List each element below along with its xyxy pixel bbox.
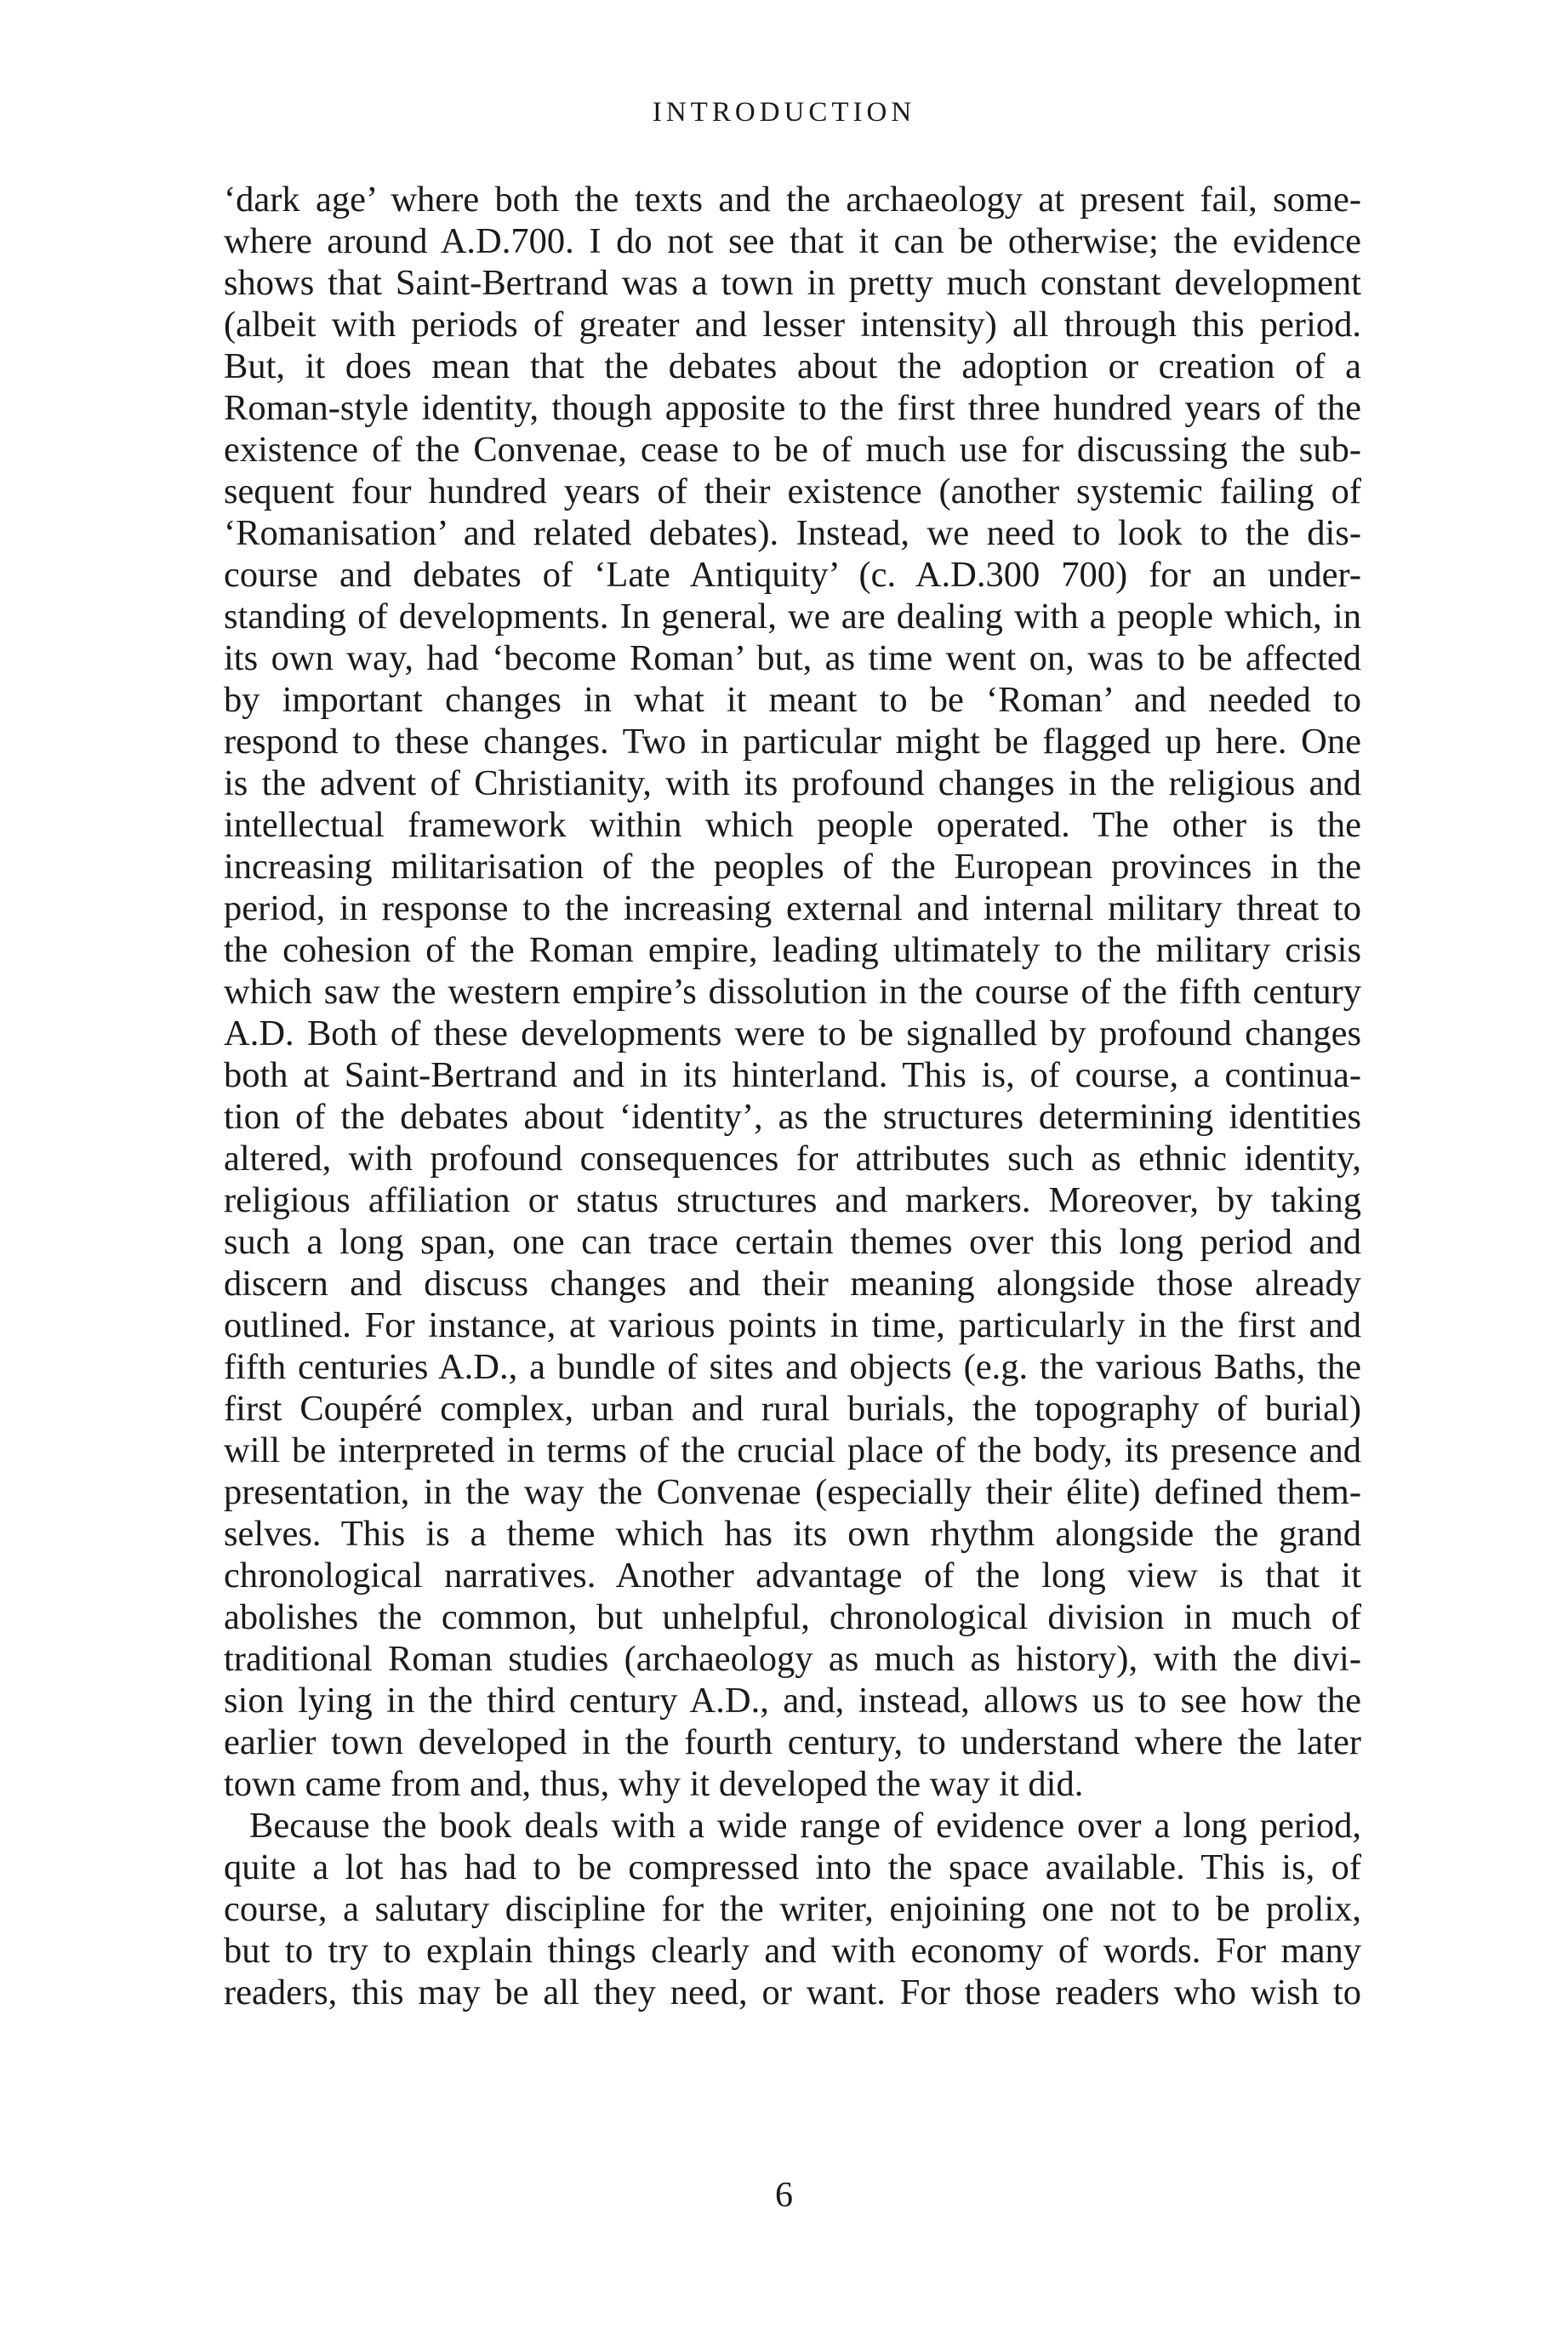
text-line: shows that Saint-Bertrand was a town in pretty much constant development: [224, 263, 1361, 303]
text-line: such a long span, one can trace certain themes over this long period and: [224, 1222, 1361, 1262]
text-line: increasing militarisation of the peoples of the European provinces in the: [224, 847, 1361, 887]
text-line: Roman-style identity, though apposite to the first three hundred years of the: [224, 388, 1361, 428]
text-line: course and debates of ‘Late Antiquity’ (c. A.D.300 700) for an under-: [224, 555, 1361, 595]
text-line: where around A.D.700. I do not see that it can be otherwise; the evidence: [224, 221, 1361, 261]
text-line: by important changes in what it meant to be ‘Roman’ and needed to: [224, 680, 1361, 720]
text-line: traditional Roman studies (archaeology as much as history), with the divi-: [224, 1639, 1361, 1679]
text-line: religious affiliation or status structures and markers. Moreover, by taking: [224, 1180, 1361, 1220]
page-number: 6: [775, 2176, 793, 2215]
text-line: ‘dark age’ where both the texts and the archaeology at present fail, some-: [224, 180, 1361, 220]
text-line: is the advent of Christianity, with its profound changes in the religious and: [224, 763, 1361, 803]
paragraph-2: [224, 1805, 1361, 2013]
text-line: sion lying in the third century A.D., and, instead, allows us to see how the: [224, 1681, 1361, 1721]
text-line: altered, with profound consequences for attributes such as ethnic identity,: [224, 1139, 1361, 1179]
text-line: which saw the western empire’s dissolution in the course of the fifth century: [224, 972, 1361, 1012]
text-line: sequent four hundred years of their existence (another systemic failing of: [224, 471, 1361, 511]
text-line: but to try to explain things clearly and with economy of words. For many: [224, 1931, 1361, 1971]
body-text: [224, 179, 1361, 2013]
text-line: chronological narratives. Another advantage of the long view is that it: [224, 1556, 1361, 1596]
text-line: first Coupéré complex, urban and rural burials, the topography of burial): [224, 1389, 1361, 1429]
text-line: quite a lot has had to be compressed into the space available. This is, of: [224, 1847, 1361, 1887]
text-line: outlined. For instance, at various points in time, particularly in the first and: [224, 1305, 1361, 1345]
paragraph-1: [224, 179, 1361, 1805]
text-line: its own way, had ‘become Roman’ but, as time went on, was to be affected: [224, 638, 1361, 678]
text-line: presentation, in the way the Convenae (especially their élite) defined them-: [224, 1472, 1361, 1512]
text-line: abolishes the common, but unhelpful, chronological division in much of: [224, 1597, 1361, 1637]
text-line: respond to these changes. Two in particular might be flagged up here. One: [224, 722, 1361, 762]
text-line: town came from and, thus, why it developed the way it did.: [224, 1764, 1084, 1804]
text-line: readers, this may be all they need, or want. For those readers who wish to: [224, 1972, 1361, 2012]
text-line: will be interpreted in terms of the crucial place of the body, its presence and: [224, 1430, 1361, 1470]
text-line: (albeit with periods of greater and lesser intensity) all through this period.: [224, 305, 1361, 345]
text-line: earlier town developed in the fourth century, to understand where the later: [224, 1722, 1361, 1762]
text-line: But, it does mean that the debates about the adoption or creation of a: [224, 346, 1361, 386]
text-line: selves. This is a theme which has its own rhythm alongside the grand: [224, 1514, 1361, 1554]
text-line: existence of the Convenae, cease to be of much use for discussing the sub-: [224, 430, 1361, 470]
text-line: ‘Romanisation’ and related debates). Instead, we need to look to the dis-: [224, 513, 1361, 553]
text-line: tion of the debates about ‘identity’, as the structures determining identities: [224, 1097, 1361, 1137]
text-line: discern and discuss changes and their meaning alongside those already: [224, 1264, 1361, 1304]
text-line: period, in response to the increasing external and internal military threat to: [224, 888, 1361, 928]
text-line: A.D. Both of these developments were to be signalled by profound changes: [224, 1013, 1361, 1053]
text-line: standing of developments. In general, we are dealing with a people which, in: [224, 597, 1361, 637]
text-line: fifth centuries A.D., a bundle of sites and objects (e.g. the various Baths, the: [224, 1347, 1361, 1387]
running-head: INTRODUCTION: [652, 97, 916, 128]
text-line: Because the book deals with a wide range of evidence over a long period,: [249, 1806, 1361, 1846]
text-line: course, a salutary discipline for the writer, enjoining one not to be prolix,: [224, 1889, 1361, 1929]
text-line: the cohesion of the Roman empire, leading ultimately to the military crisis: [224, 930, 1361, 970]
text-line: intellectual framework within which people operated. The other is the: [224, 805, 1361, 845]
text-line: both at Saint-Bertrand and in its hinterland. This is, of course, a continua-: [224, 1055, 1361, 1095]
